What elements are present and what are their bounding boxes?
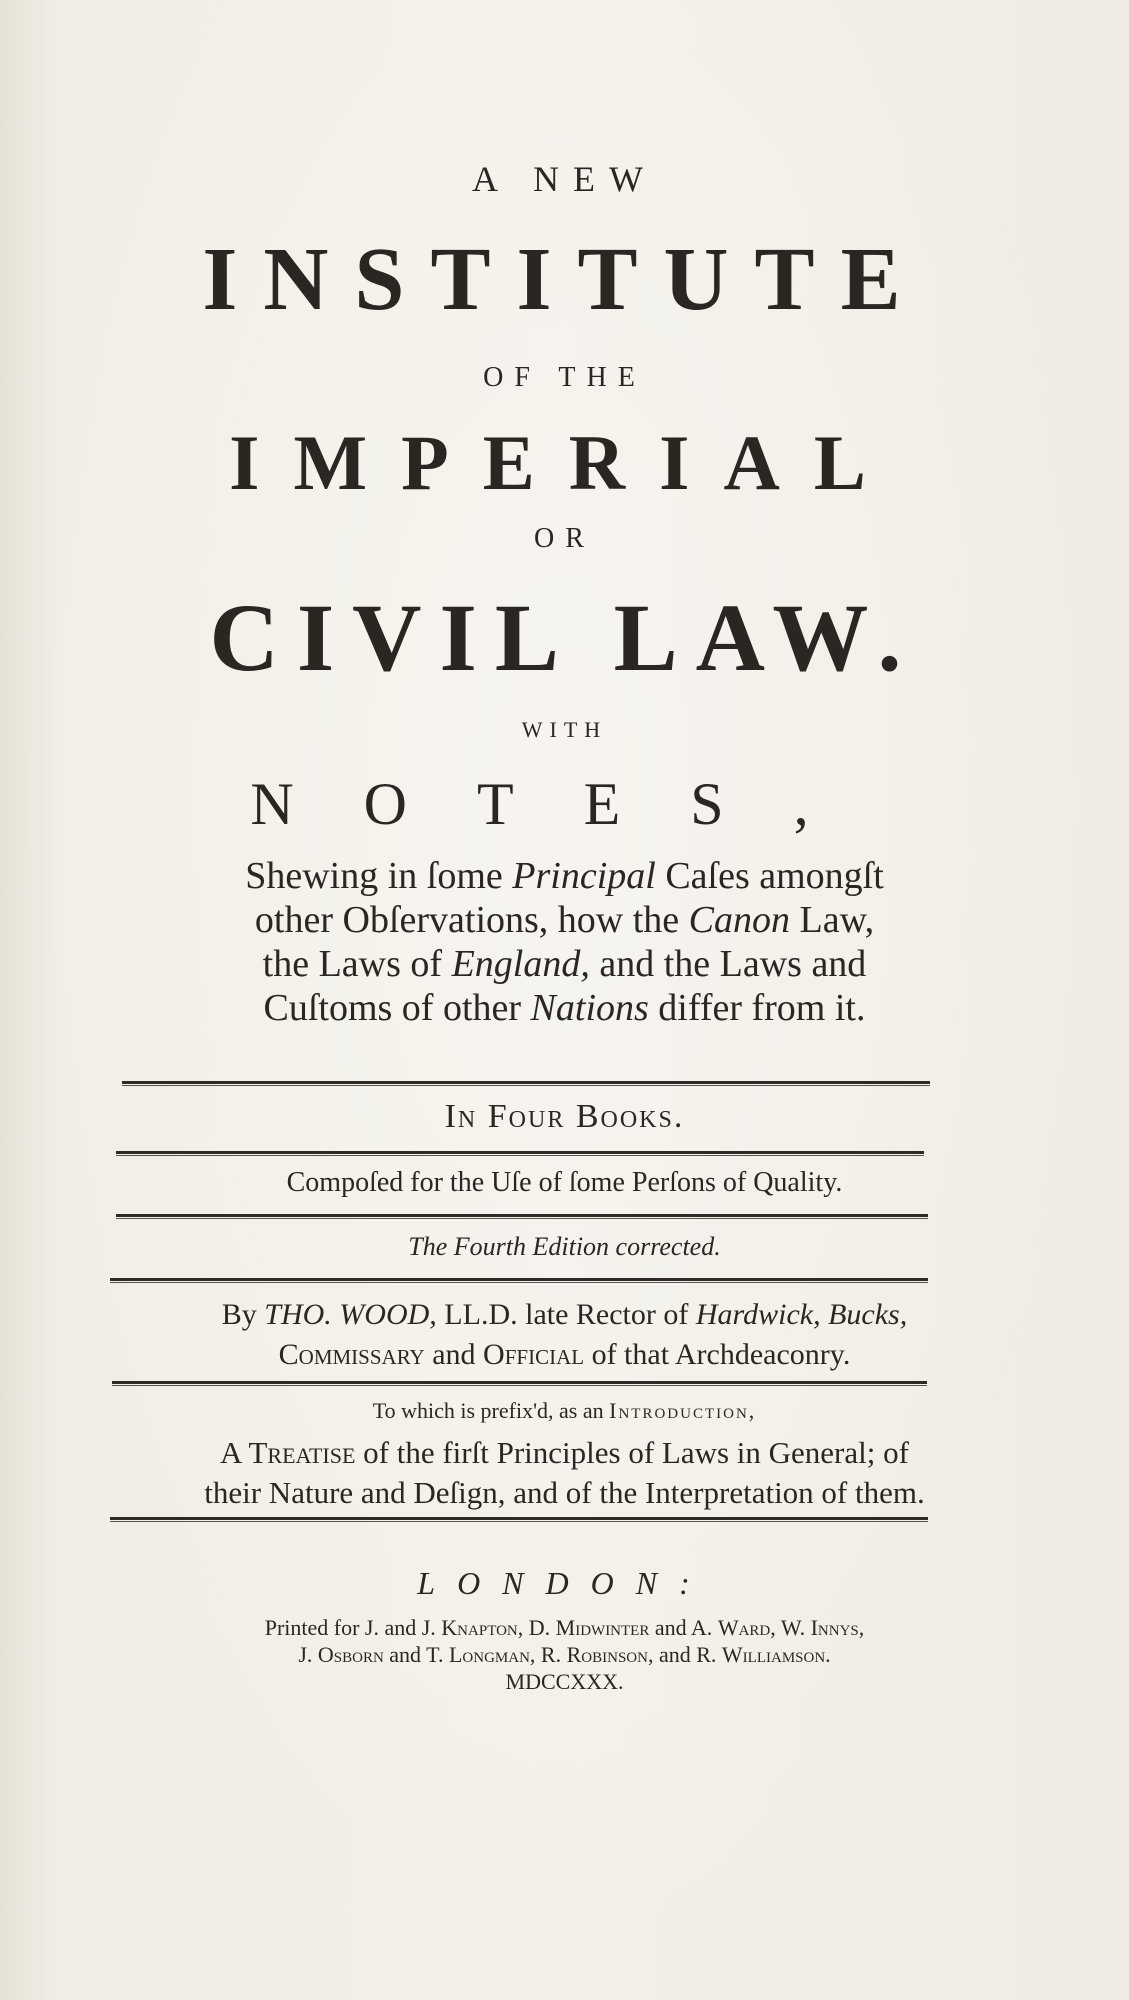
rule-divider — [116, 1151, 924, 1156]
subtitle-italic: Canon — [688, 899, 791, 941]
author-text: of that Archdeaconry. — [584, 1338, 851, 1371]
subtitle-text: other Obſervations, how the — [254, 899, 689, 941]
imprint-block — [0, 1614, 1129, 1695]
author-text: and — [424, 1338, 484, 1371]
imprint-name: Ward, — [717, 1615, 776, 1640]
imprint-text: Printed for J. and J. — [264, 1615, 442, 1640]
imprint-name: Osborn — [317, 1642, 384, 1667]
imprint-text: and T. — [383, 1642, 449, 1667]
subtitle-text: Law, — [790, 899, 875, 941]
subtitle-line-3 — [0, 942, 1129, 986]
imprint-name: Williamson. — [721, 1642, 831, 1667]
imprint-name: Innys, — [810, 1615, 865, 1640]
edition-line: The Fourth Edition corrected. — [408, 1232, 721, 1261]
subtitle-line-4 — [0, 986, 1129, 1030]
composed-line: Compoſed for the Uſe of ſome Perſons of Quality. — [286, 1167, 843, 1198]
heading-a-new: A NEW — [472, 159, 657, 199]
heading-of-the: OF THE — [483, 362, 646, 393]
imprint-text: and A. — [649, 1615, 718, 1640]
heading-with: WITH — [521, 717, 608, 742]
subtitle-italic: Nations — [530, 987, 649, 1029]
heading-notes: NOTES, — [250, 771, 879, 837]
treatise-line-1 — [0, 1433, 1129, 1473]
imprint-text: J. — [298, 1642, 318, 1667]
treatise-word: Treatise — [248, 1435, 356, 1470]
imprint-text: D. — [523, 1615, 556, 1640]
treatise-text: A — [220, 1435, 249, 1470]
heading-institute: INSTITUTE — [202, 230, 927, 329]
author-name: THO. WOOD, — [264, 1298, 437, 1331]
treatise-text: of the firſt Principles of Laws in General; of — [355, 1435, 909, 1470]
treatise-block — [0, 1433, 1129, 1513]
author-text: LL.D. late Rector of — [436, 1298, 696, 1331]
subtitle-text: the Laws of — [262, 943, 452, 985]
rule-divider — [116, 1214, 928, 1219]
imprint-city: LONDON: — [417, 1565, 712, 1601]
prefix-introduction: Introduction, — [609, 1398, 757, 1423]
author-title: Official — [483, 1338, 585, 1371]
rule-divider — [122, 1081, 930, 1086]
imprint-year: MDCCXXX. — [505, 1669, 624, 1694]
author-block — [0, 1295, 1129, 1375]
author-line-2 — [0, 1335, 1129, 1375]
subtitle-text: Caſes amongſt — [655, 855, 884, 897]
rule-divider — [110, 1517, 928, 1522]
imprint-text: W. — [775, 1615, 811, 1640]
subtitle-block — [0, 854, 1129, 1030]
imprint-name: Knapton, — [441, 1615, 524, 1640]
author-place: Hardwick, Bucks, — [695, 1298, 908, 1331]
subtitle-italic: England, — [451, 943, 590, 985]
prefix-line — [0, 1398, 1129, 1424]
imprint-name: Longman, — [448, 1642, 536, 1667]
heading-or: OR — [534, 523, 595, 554]
subtitle-text: Shewing in ſome — [245, 855, 513, 897]
imprint-text: R. — [535, 1642, 567, 1667]
treatise-line-2: their Nature and Deſign, and of the Interpretation of them. — [204, 1475, 925, 1510]
author-title: Commissary — [278, 1338, 425, 1371]
books-line: In Four Books. — [444, 1098, 685, 1135]
subtitle-text: and the Laws and — [589, 943, 867, 985]
prefix-text: To which is prefix'd, as an — [372, 1398, 610, 1423]
imprint-name: Robinson, — [566, 1642, 654, 1667]
imprint-text: and R. — [653, 1642, 722, 1667]
author-line-1 — [0, 1295, 1129, 1335]
subtitle-line-2 — [0, 898, 1129, 942]
subtitle-text: Cuſtoms of other — [263, 987, 531, 1029]
subtitle-text: differ from it. — [648, 987, 866, 1029]
imprint-line-2 — [0, 1641, 1129, 1668]
author-text: By — [221, 1298, 265, 1331]
heading-imperial: IMPERIAL — [229, 419, 900, 506]
subtitle-line-1 — [0, 854, 1129, 898]
rule-divider — [110, 1278, 928, 1283]
rule-divider — [112, 1381, 927, 1386]
heading-civil-law: CIVIL LAW. — [209, 584, 920, 691]
subtitle-italic: Principal — [512, 855, 656, 897]
imprint-name: Midwinter — [555, 1615, 650, 1640]
imprint-line-1 — [0, 1614, 1129, 1641]
